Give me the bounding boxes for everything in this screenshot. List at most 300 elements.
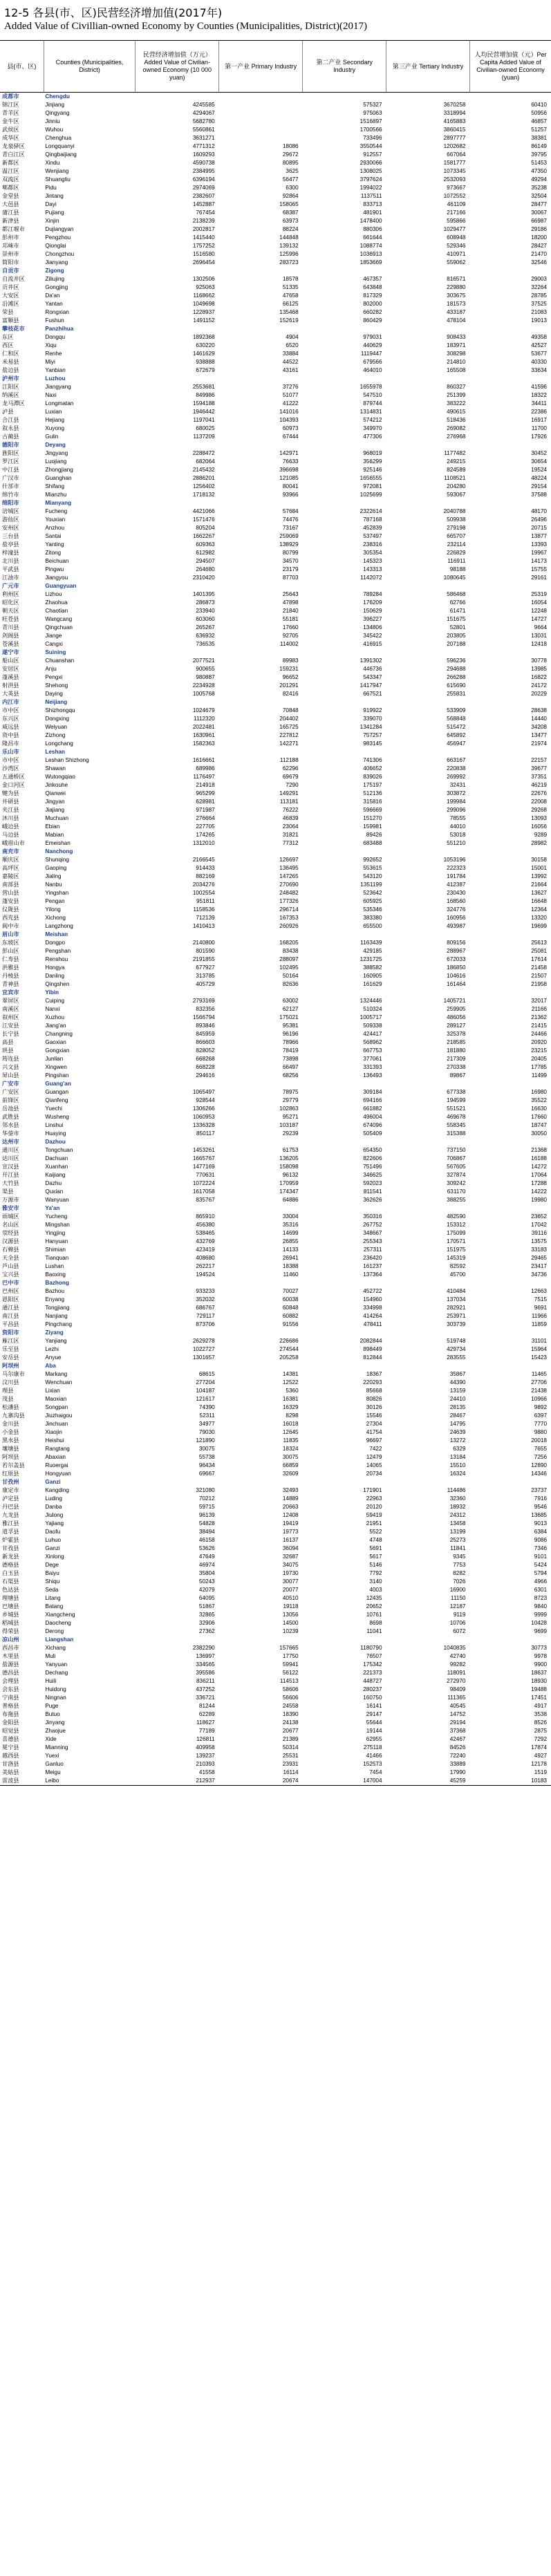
cell-region-zh: 嘉陵区 — [2, 873, 19, 879]
cell-region-zh: 泸州市 — [2, 375, 19, 382]
cell-region-en: Jiangyang — [45, 384, 71, 390]
cell-per-capita: 9892 — [534, 1404, 547, 1410]
cell-primary: 80799 — [282, 550, 299, 556]
cell-total: 628981 — [196, 799, 215, 805]
cell-per-capita: 9699 — [534, 1628, 547, 1634]
cell-primary: 296714 — [279, 906, 299, 913]
cell-tertiary: 45700 — [449, 1271, 466, 1278]
cell-total — [136, 499, 219, 507]
cell-tertiary: 283555 — [447, 1354, 466, 1361]
cell-secondary: 592023 — [363, 1180, 382, 1186]
cell-secondary: 694166 — [363, 1097, 382, 1103]
cell-per-capita: 24466 — [531, 1031, 547, 1037]
cell-primary: 36094 — [282, 1545, 299, 1551]
cell-region-en: Songpan — [45, 1404, 68, 1410]
cell-total: 680025 — [196, 425, 215, 431]
cell-total: 835767 — [196, 1197, 215, 1203]
cell-secondary: 661644 — [363, 234, 382, 241]
cell-total: 262217 — [196, 1263, 215, 1269]
cell-tertiary: 220838 — [447, 765, 466, 772]
cell-per-capita: 14440 — [531, 716, 547, 722]
cell-region-zh: 崇州市 — [2, 251, 19, 257]
table-row — [0, 1022, 551, 1030]
cell-per-capita: 12178 — [531, 1761, 547, 1767]
cell-tertiary — [386, 648, 470, 657]
cell-per-capita — [469, 499, 551, 507]
table-row — [0, 1171, 551, 1179]
cell-region-en: Lixian — [45, 1388, 60, 1394]
cell-region-zh: 青川县 — [2, 624, 19, 631]
cell-total: 866603 — [196, 1039, 215, 1045]
cell-region-zh: 美姑县 — [2, 1769, 19, 1775]
cell-region-zh: 成都市 — [2, 93, 19, 100]
cell-secondary: 925146 — [363, 467, 382, 473]
cell-tertiary: 533909 — [447, 707, 466, 713]
cell-total: 294616 — [196, 1072, 215, 1079]
cell-primary: 139132 — [279, 243, 299, 249]
cell-per-capita: 21458 — [531, 964, 547, 971]
table-row — [0, 1702, 551, 1710]
cell-region-zh: 沙湾区 — [2, 765, 19, 772]
cell-region-zh: 仁寿县 — [2, 956, 19, 962]
cell-total: 2629278 — [192, 1338, 215, 1344]
cell-tertiary: 663167 — [447, 757, 466, 763]
table-row — [0, 566, 551, 574]
cell-per-capita: 35238 — [531, 185, 547, 191]
cell-region-en: Ebian — [45, 823, 60, 830]
cell-region-zh: 达川区 — [2, 1155, 19, 1161]
cell-per-capita: 9086 — [534, 1537, 547, 1543]
cell-region-zh: 九寨沟县 — [2, 1412, 25, 1419]
cell-tertiary: 1202682 — [443, 143, 466, 149]
cell-region-en: Baiyu — [45, 1570, 59, 1576]
table-row — [0, 391, 551, 400]
table-row — [0, 317, 551, 325]
cell-primary: 96132 — [282, 1172, 299, 1178]
cell-region-zh: 朝天区 — [2, 608, 19, 614]
cell-total: 64095 — [198, 1595, 215, 1601]
table-row — [0, 1088, 551, 1096]
table-row — [0, 1262, 551, 1271]
cell-per-capita: 21507 — [531, 973, 547, 979]
cell-per-capita: 5424 — [534, 1562, 547, 1568]
cell-region-zh: 芦山县 — [2, 1263, 19, 1269]
cell-secondary: 510324 — [363, 1006, 382, 1012]
cell-secondary: 3550544 — [359, 143, 382, 149]
table-row — [0, 648, 551, 657]
cell-primary: 288097 — [279, 956, 299, 962]
cell-per-capita: 9289 — [534, 832, 547, 838]
cell-primary: 60882 — [282, 1313, 299, 1319]
cell-secondary: 175197 — [363, 782, 382, 788]
cell-primary: 14500 — [282, 1620, 299, 1626]
cell-per-capita: 16980 — [531, 1089, 547, 1095]
cell-tertiary — [386, 1636, 470, 1644]
cell-total: 1665767 — [192, 1155, 215, 1161]
cell-tertiary: 824589 — [447, 467, 466, 473]
cell-region-en: Emeishan — [45, 840, 71, 846]
cell-tertiary — [386, 1478, 470, 1486]
table-row — [0, 1719, 551, 1727]
cell-per-capita: 11859 — [531, 1321, 547, 1327]
cell-per-capita: 18747 — [531, 1122, 547, 1128]
cell-tertiary: 10706 — [449, 1620, 466, 1626]
cell-per-capita — [469, 989, 551, 997]
cell-region-en: Jiange — [45, 633, 62, 639]
cell-primary: 29672 — [282, 151, 299, 158]
cell-secondary: 802000 — [363, 301, 382, 307]
cell-total: 35804 — [198, 1570, 215, 1576]
cell-tertiary: 53018 — [449, 832, 466, 838]
cell-total: 832356 — [196, 1006, 215, 1012]
cell-total: 313785 — [196, 973, 215, 979]
cell-total: 1571476 — [192, 516, 215, 523]
cell-total: 609363 — [196, 541, 215, 548]
cell-total: 1461629 — [192, 351, 215, 357]
table-row — [0, 889, 551, 897]
cell-secondary: 383380 — [363, 915, 382, 921]
cell-secondary: 543347 — [363, 674, 382, 680]
cell-tertiary: 9119 — [453, 1612, 466, 1618]
cell-secondary: 89426 — [366, 832, 382, 838]
table-row — [0, 1437, 551, 1445]
cell-primary: 95381 — [282, 1023, 299, 1029]
cell-tertiary: 8282 — [453, 1570, 466, 1576]
cell-region-zh: 前锋区 — [2, 1097, 19, 1103]
cell-secondary: 1025699 — [359, 492, 382, 498]
table-row — [0, 1345, 551, 1354]
cell-per-capita: 20920 — [531, 1039, 547, 1045]
cell-tertiary: 645892 — [447, 732, 466, 738]
table-row — [0, 972, 551, 980]
cell-region-en: Renhe — [45, 351, 62, 357]
cell-region-zh: 仁和区 — [2, 351, 19, 357]
cell-secondary — [303, 1138, 386, 1146]
cell-total: 174265 — [196, 832, 215, 838]
cell-region-en: Wusheng — [45, 1114, 69, 1120]
cell-region-en: Gulin — [45, 433, 59, 440]
header-per-capita: 人均民营增加值（元）Per Capita Added Value of Civilian-owned Economy (yuan) — [469, 41, 551, 93]
cell-region-zh: 游仙区 — [2, 516, 19, 523]
cell-secondary: 62955 — [366, 1736, 382, 1742]
table-row — [0, 1677, 551, 1686]
cell-secondary: 22963 — [366, 1495, 382, 1502]
cell-region-en: Maoxian — [45, 1396, 67, 1402]
cell-per-capita: 20405 — [531, 1056, 547, 1062]
cell-secondary: 537497 — [363, 533, 382, 539]
cell-region-en: Shehong — [45, 682, 68, 689]
table-row — [0, 773, 551, 781]
cell-primary: 12408 — [282, 1512, 299, 1518]
cell-region-zh: 丹棱县 — [2, 973, 19, 979]
cell-primary — [219, 848, 303, 856]
cell-tertiary: 558345 — [447, 1122, 466, 1128]
cell-region-zh: 仪陇县 — [2, 906, 19, 913]
cell-total: 1137209 — [193, 433, 215, 440]
cell-region-zh: 岳池县 — [2, 1105, 19, 1112]
cell-per-capita: 49294 — [531, 176, 547, 183]
cell-tertiary: 186850 — [447, 964, 466, 971]
cell-region-en: Pengxi — [45, 674, 63, 680]
cell-tertiary: 44390 — [449, 1379, 466, 1385]
cell-total: 6396194 — [192, 176, 215, 183]
cell-secondary: 159981 — [363, 823, 382, 830]
cell-total: 62289 — [198, 1711, 215, 1717]
cell-total — [136, 93, 219, 102]
cell-tertiary: 1581777 — [443, 160, 466, 166]
cell-total: 1176497 — [193, 774, 215, 780]
cell-total: 1609293 — [192, 151, 215, 158]
cell-tertiary: 32360 — [449, 1495, 466, 1502]
cell-secondary — [303, 1080, 386, 1088]
cell-tertiary: 229880 — [447, 284, 466, 290]
cell-region-zh: 安岳县 — [2, 1354, 19, 1361]
table-row — [0, 1047, 551, 1055]
cell-primary: 80041 — [282, 483, 299, 489]
cell-secondary: 660282 — [363, 309, 382, 315]
cell-region-en: Cangxi — [45, 641, 63, 647]
cell-region-zh: 泸定县 — [2, 1495, 19, 1502]
cell-secondary: 509338 — [363, 1023, 382, 1029]
cell-region-zh: 华蓥市 — [2, 1130, 19, 1137]
cell-tertiary: 153312 — [447, 1222, 466, 1228]
cell-primary: 88224 — [282, 226, 299, 232]
table-row — [0, 134, 551, 142]
cell-secondary: 543120 — [363, 873, 382, 879]
cell-secondary: 575327 — [363, 102, 382, 108]
cell-secondary: 983145 — [363, 740, 382, 747]
table-row — [0, 101, 551, 109]
table-row — [0, 839, 551, 848]
cell-per-capita: 30050 — [531, 1130, 547, 1137]
cell-per-capita: 10966 — [531, 1396, 547, 1402]
cell-secondary: 5146 — [369, 1562, 382, 1568]
cell-tertiary: 1177482 — [444, 450, 466, 456]
cell-primary — [219, 325, 303, 333]
table-row — [0, 491, 551, 499]
cell-primary: 50164 — [282, 973, 299, 979]
cell-total: 321080 — [196, 1487, 215, 1493]
table-row — [0, 723, 551, 731]
cell-total — [136, 989, 219, 997]
table-row — [0, 698, 551, 707]
cell-region-zh: 温江区 — [2, 168, 19, 174]
cell-tertiary: 249215 — [447, 458, 466, 465]
cell-tertiary: 25273 — [449, 1537, 466, 1543]
cell-region-en: Yibin — [45, 989, 59, 996]
cell-region-en: Xinjin — [45, 218, 59, 224]
cell-per-capita: 19980 — [531, 1197, 547, 1203]
cell-region-zh: 布拖县 — [2, 1711, 19, 1717]
cell-region-zh: 小金县 — [2, 1429, 19, 1435]
cell-total: 277204 — [196, 1379, 215, 1385]
cell-region-zh: 米易县 — [2, 359, 19, 365]
cell-primary: 63973 — [282, 218, 299, 224]
cell-total: 233940 — [196, 608, 215, 614]
cell-per-capita: 16822 — [531, 674, 547, 680]
cell-per-capita: 23417 — [531, 1263, 547, 1269]
cell-secondary: 257311 — [363, 1247, 382, 1253]
cell-region-en: Qingshen — [45, 981, 70, 987]
table-row — [0, 1727, 551, 1735]
cell-total: 1757252 — [192, 243, 215, 249]
cell-tertiary: 519748 — [447, 1338, 466, 1344]
cell-per-capita: 17926 — [531, 433, 547, 440]
cell-region-en: Shifang — [45, 483, 65, 489]
cell-region-zh: 梓潼县 — [2, 550, 19, 556]
cell-secondary: 1994022 — [359, 185, 382, 191]
cell-region-en: Tongjiang — [45, 1305, 70, 1311]
cell-total: 121890 — [196, 1437, 215, 1444]
cell-primary — [219, 1636, 303, 1644]
cell-primary: 33004 — [282, 1213, 299, 1220]
cell-per-capita: 9546 — [534, 1504, 547, 1510]
cell-region-zh: 绵阳市 — [2, 500, 19, 506]
table-row — [0, 980, 551, 989]
table-row — [0, 1561, 551, 1569]
cell-tertiary: 98409 — [449, 1686, 466, 1692]
cell-per-capita: 32264 — [531, 284, 547, 290]
cell-per-capita — [469, 1478, 551, 1486]
cell-secondary: 605925 — [363, 898, 382, 904]
cell-primary: 259069 — [279, 533, 299, 539]
table-row — [0, 184, 551, 192]
cell-total: 336721 — [196, 1695, 215, 1701]
cell-per-capita: 28477 — [531, 201, 547, 207]
cell-total: 5682780 — [192, 118, 215, 124]
cell-primary: 168205 — [279, 940, 299, 946]
cell-region-en: Kangding — [45, 1487, 69, 1493]
cell-primary: 158098 — [279, 1164, 299, 1170]
cell-total: 1005768 — [192, 691, 215, 697]
cell-tertiary: 14795 — [449, 1421, 466, 1427]
cell-secondary: 975063 — [363, 110, 382, 116]
cell-region-en: Baoxing — [45, 1271, 66, 1278]
cell-primary: 62127 — [282, 1006, 299, 1012]
table-row — [0, 308, 551, 317]
table-row — [0, 1777, 551, 1786]
cell-secondary: 21951 — [366, 1520, 382, 1527]
table-header-row — [0, 41, 551, 93]
table-row — [0, 1030, 551, 1038]
cell-total: 4590738 — [192, 160, 215, 166]
cell-total: 4294067 — [192, 110, 215, 116]
cell-region-zh: 新龙县 — [2, 1553, 19, 1560]
cell-total: 925063 — [196, 284, 215, 290]
table-row — [0, 1072, 551, 1080]
cell-region-en: Huidong — [45, 1686, 66, 1692]
cell-per-capita: 15423 — [531, 1354, 547, 1361]
table-row — [0, 673, 551, 682]
cell-per-capita: 31101 — [531, 1338, 547, 1344]
table-row — [0, 1304, 551, 1312]
cell-region-en: Luxian — [45, 409, 62, 415]
cell-region-zh: 理县 — [2, 1388, 14, 1394]
cell-region-zh: 广汉市 — [2, 475, 19, 481]
cell-total: 1662267 — [192, 533, 215, 539]
cell-region-en: Anyue — [45, 1354, 62, 1361]
cell-per-capita: 32546 — [531, 259, 547, 265]
table-row — [0, 466, 551, 474]
cell-primary: 7290 — [286, 782, 299, 788]
cell-tertiary: 276968 — [447, 433, 466, 440]
cell-per-capita: 13685 — [531, 1512, 547, 1518]
cell-region-en: Xuanhan — [45, 1164, 68, 1170]
cell-per-capita: 11465 — [531, 1371, 547, 1377]
cell-secondary: 478411 — [363, 1321, 382, 1327]
cell-total: 41558 — [198, 1769, 215, 1775]
cell-region-zh: 金口河区 — [2, 782, 25, 788]
header-primary: 第一产业 Primary Industry — [219, 41, 303, 93]
cell-tertiary: 2532093 — [443, 176, 466, 183]
cell-region-en: Butuo — [45, 1711, 60, 1717]
cell-per-capita: 17064 — [531, 1172, 547, 1178]
cell-region-en: Luojiang — [45, 458, 67, 465]
cell-primary: 102495 — [279, 964, 299, 971]
cell-region-en: Junlian — [45, 1056, 64, 1062]
cell-region-zh: 汉源县 — [2, 1238, 19, 1244]
cell-region-en: Liangshan — [45, 1636, 74, 1643]
cell-region-en: Zitong — [45, 550, 62, 556]
cell-per-capita: 7515 — [534, 1296, 547, 1303]
cell-secondary: 255343 — [363, 1238, 382, 1244]
cell-tertiary: 567605 — [447, 1164, 466, 1170]
cell-tertiary: 29194 — [449, 1719, 466, 1726]
cell-total: 712139 — [196, 915, 215, 921]
cell-region-zh: 古蔺县 — [2, 433, 19, 440]
cell-secondary: 972081 — [363, 483, 382, 489]
cell-region-en: Longchang — [45, 740, 73, 747]
cell-primary: 18390 — [282, 1711, 299, 1717]
cell-region-zh: 郫都区 — [2, 185, 19, 191]
cell-tertiary: 181573 — [447, 301, 466, 307]
cell-secondary: 880306 — [363, 226, 382, 232]
cell-total: 729117 — [196, 1313, 215, 1319]
cell-region-zh: 乡城县 — [2, 1612, 19, 1618]
cell-primary: 142271 — [279, 740, 299, 747]
cell-total: 828052 — [196, 1047, 215, 1054]
cell-tertiary: 118091 — [447, 1670, 466, 1676]
cell-tertiary: 116911 — [447, 558, 466, 564]
cell-tertiary: 15510 — [449, 1462, 466, 1468]
cell-region-en: Zhaohua — [45, 599, 68, 606]
cell-primary: 23179 — [282, 566, 299, 572]
cell-per-capita — [469, 582, 551, 590]
cell-total — [136, 648, 219, 657]
cell-primary: 11835 — [283, 1437, 299, 1444]
table-row — [0, 814, 551, 823]
cell-region-zh: 金阳县 — [2, 1719, 19, 1726]
cell-region-en: Yuexi — [45, 1753, 59, 1759]
table-row — [0, 657, 551, 665]
cell-per-capita — [469, 375, 551, 383]
cell-per-capita: 17660 — [531, 1114, 547, 1120]
cell-tertiary: 181880 — [447, 1047, 466, 1054]
cell-region-en: Guangan — [45, 1089, 69, 1095]
cell-region-zh: 内江市 — [2, 699, 19, 705]
cell-per-capita: 49358 — [531, 334, 547, 340]
cell-per-capita: 17042 — [531, 1222, 547, 1228]
cell-per-capita: 13031 — [531, 633, 547, 639]
cell-region-zh: 大竹县 — [2, 1180, 19, 1186]
cell-secondary: 448727 — [363, 1678, 382, 1684]
cell-per-capita — [469, 267, 551, 275]
cell-secondary — [303, 325, 386, 333]
cell-region-en: Abaxian — [45, 1454, 66, 1460]
cell-tertiary: 289127 — [447, 1023, 466, 1029]
cell-primary: 248482 — [279, 890, 299, 896]
cell-region-zh: 马尔康市 — [2, 1371, 25, 1377]
